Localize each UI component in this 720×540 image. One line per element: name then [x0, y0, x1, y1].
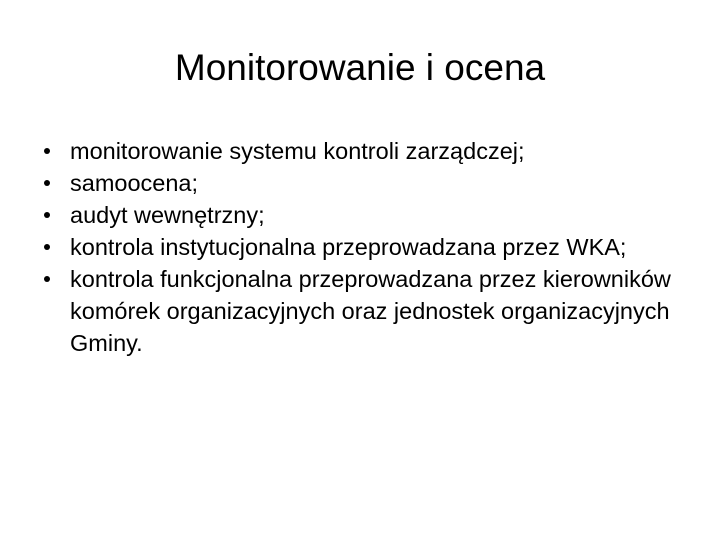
bullet-icon [44, 244, 50, 250]
bullet-list [40, 135, 680, 359]
list-item [40, 135, 680, 167]
bullet-icon [44, 212, 50, 218]
list-item-text: audyt wewnętrzny; [70, 202, 265, 228]
list-item-text: samoocena; [70, 170, 199, 196]
list-item-text: kontrola instytucjonalna przeprowadzana przez WKA; [70, 234, 627, 260]
bullet-icon [44, 180, 50, 186]
list-item [40, 199, 680, 231]
list-item-text: monitorowanie systemu kontroli zarządczej; [70, 138, 525, 164]
bullet-icon [44, 276, 50, 282]
slide-title: Monitorowanie i ocena [174, 47, 546, 88]
list-item [40, 263, 680, 359]
list-item [40, 231, 680, 263]
list-item-text: kontrola funkcjonalna przeprowadzana przez kierowników komórek organizacyjnych oraz jednostek organizacyjnych Gminy. [70, 266, 671, 356]
list-item [40, 167, 680, 199]
bullet-icon [44, 148, 50, 154]
